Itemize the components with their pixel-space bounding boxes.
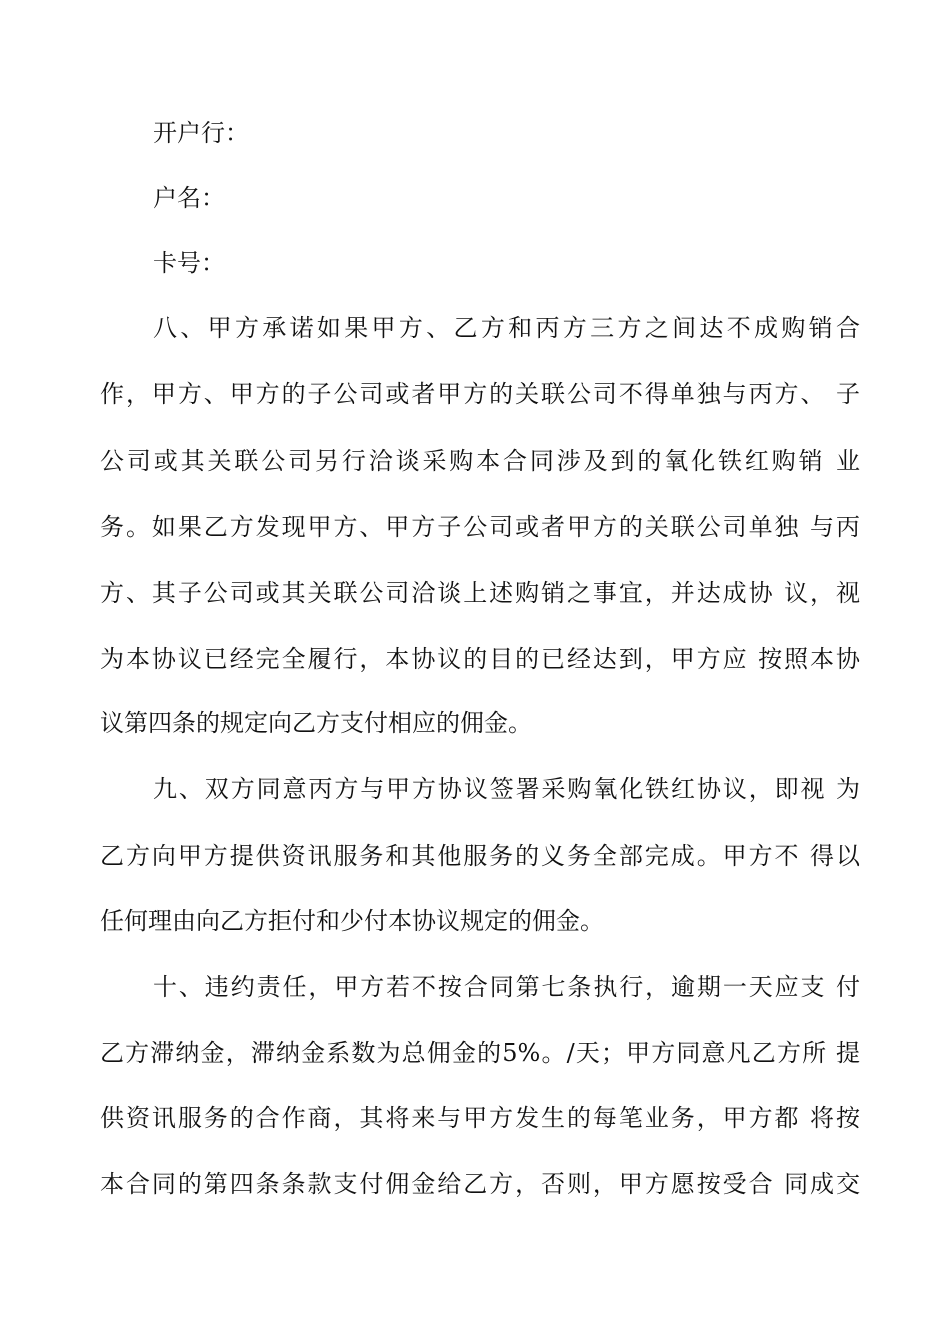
clause-8-line-4: 务。如果乙方发现甲方、甲方子公司或者甲方的关联公司单独 与丙 [100,513,860,541]
clause-10-line-3: 供资讯服务的合作商，其将来与甲方发生的每笔业务，甲方都 将按 [100,1104,860,1132]
clause-8-line-6: 为本协议已经完全履行，本协议的目的已经达到，甲方应 按照本协 [100,645,860,673]
clause-10-line-1: 十、违约责任，甲方若不按合同第七条执行，逾期一天应支 付 [153,973,860,1001]
clause-10-line-4: 本合同的第四条条款支付佣金给乙方，否则，甲方愿按受合 同成交 [100,1170,860,1198]
clause-8-line-7: 议第四条的规定向乙方支付相应的佣金。 [100,709,532,737]
clause-8-line-5: 方、其子公司或其关联公司洽谈上述购销之事宜，并达成协 议，视 [100,579,860,607]
clause-9-line-3: 任何理由向乙方拒付和少付本协议规定的佣金。 [100,907,604,935]
clause-8-line-2: 作，甲方、甲方的子公司或者甲方的关联公司不得单独与丙方、 子 [100,380,860,408]
clause-10-line-2: 乙方滞纳金，滞纳金系数为总佣金的5%。/天；甲方同意凡乙方所 提 [100,1039,860,1067]
bank-name-label: 开户行： [153,119,249,147]
clause-8-line-1: 八、甲方承诺如果甲方、乙方和丙方三方之间达不成购销合 [153,314,860,342]
card-number-label: 卡号： [153,249,225,277]
clause-9-line-2: 乙方向甲方提供资讯服务和其他服务的义务全部完成。甲方不 得以 [100,842,860,870]
clause-9-line-1: 九、双方同意丙方与甲方协议签署采购氧化铁红协议，即视 为 [153,775,860,803]
clause-8-line-3: 公司或其关联公司另行洽谈采购本合同涉及到的氧化铁红购销 业 [100,447,860,475]
account-name-label: 户名： [153,184,225,212]
